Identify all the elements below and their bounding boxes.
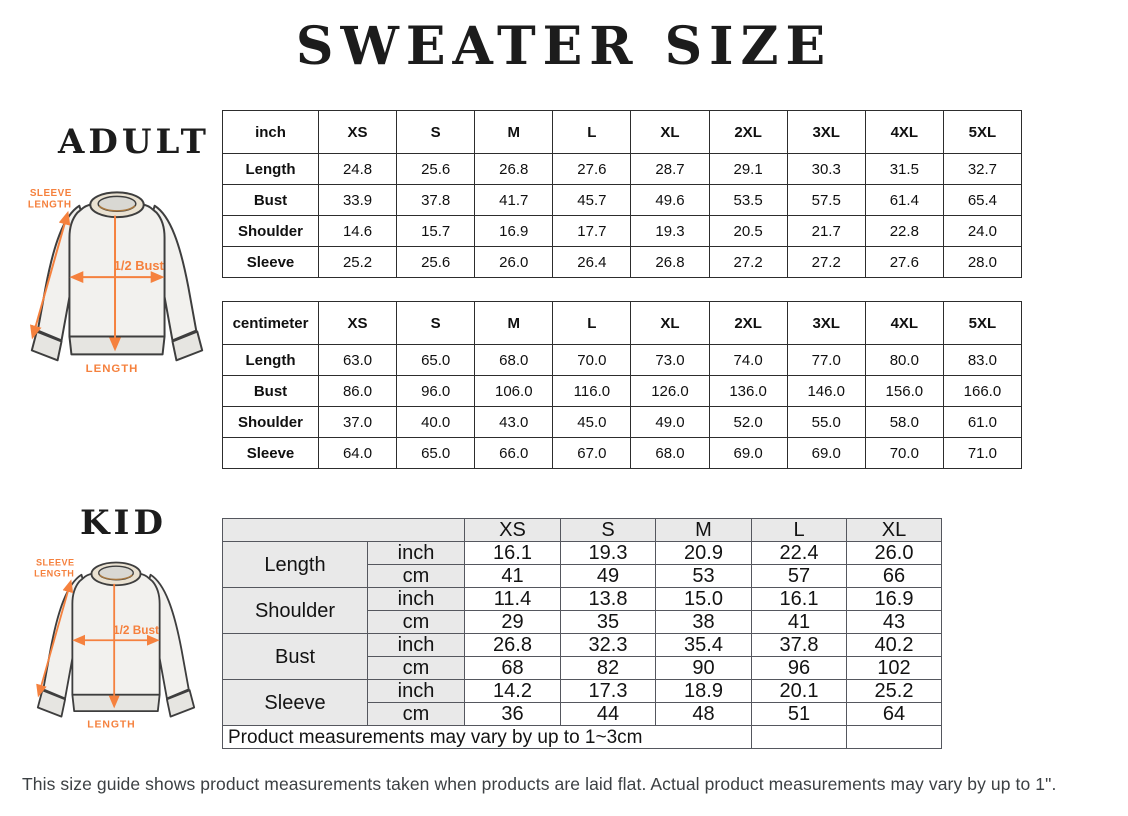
measurement-value-cell: 82 xyxy=(561,657,656,680)
sleeve-length-label-line2: LENGTH xyxy=(34,568,75,579)
half-bust-label: 1/2 Bust xyxy=(113,258,164,274)
measurement-value-cell: 96.0 xyxy=(397,376,475,407)
measurement-value-cell: 25.2 xyxy=(847,680,942,703)
measurement-value-cell: 71.0 xyxy=(943,438,1021,469)
size-header-cell: S xyxy=(397,302,475,345)
measurement-value-cell: 25.2 xyxy=(319,247,397,278)
size-header-cell: XL xyxy=(631,302,709,345)
measurement-value-cell: 18.9 xyxy=(656,680,752,703)
unit-cell-inch: inch xyxy=(368,588,465,611)
measurement-value-cell: 25.6 xyxy=(397,154,475,185)
measurement-value-cell: 13.8 xyxy=(561,588,656,611)
size-header-cell: XS xyxy=(319,302,397,345)
measurement-value-cell: 116.0 xyxy=(553,376,631,407)
measurement-value-cell: 14.6 xyxy=(319,216,397,247)
measurement-value-cell: 68.0 xyxy=(631,438,709,469)
header-row xyxy=(223,111,1022,154)
size-header-cell: S xyxy=(561,519,656,542)
adult-size-table-inch xyxy=(222,110,1022,278)
measurement-row xyxy=(223,216,1022,247)
size-header-cell: 3XL xyxy=(787,302,865,345)
measurement-value-cell: 52.0 xyxy=(709,407,787,438)
kid-measurement-row xyxy=(223,588,942,611)
measurement-value-cell: 31.5 xyxy=(865,154,943,185)
measurement-value-cell: 26.8 xyxy=(631,247,709,278)
measurement-value-cell: 69.0 xyxy=(787,438,865,469)
measurement-value-cell: 32.3 xyxy=(561,634,656,657)
measurement-value-cell: 21.7 xyxy=(787,216,865,247)
measurement-value-cell: 83.0 xyxy=(943,345,1021,376)
sweater-illustration xyxy=(8,180,226,390)
measurement-value-cell: 80.0 xyxy=(865,345,943,376)
measurement-value-cell: 20.1 xyxy=(752,680,847,703)
size-header-cell: L xyxy=(553,302,631,345)
measurement-row-label: Length xyxy=(223,345,319,376)
sleeve-length-label-line2: LENGTH xyxy=(27,199,72,211)
measurement-value-cell: 41 xyxy=(752,611,847,634)
size-header-cell: 4XL xyxy=(865,111,943,154)
measurement-value-cell: 49.0 xyxy=(631,407,709,438)
size-header-cell: L xyxy=(752,519,847,542)
measurement-value-cell: 146.0 xyxy=(787,376,865,407)
kid-size-table xyxy=(222,518,942,749)
measurement-value-cell: 102 xyxy=(847,657,942,680)
measurement-value-cell: 70.0 xyxy=(553,345,631,376)
measurement-row xyxy=(223,376,1022,407)
size-header-cell: XS xyxy=(465,519,561,542)
measurement-value-cell: 57 xyxy=(752,565,847,588)
size-header-cell: 2XL xyxy=(709,302,787,345)
measurement-value-cell: 64 xyxy=(847,703,942,726)
measurement-value-cell: 17.3 xyxy=(561,680,656,703)
measurement-value-cell: 61.4 xyxy=(865,185,943,216)
kid-measurement-row xyxy=(223,634,942,657)
measurement-value-cell: 74.0 xyxy=(709,345,787,376)
measurement-value-cell: 38 xyxy=(656,611,752,634)
measurement-value-cell: 61.0 xyxy=(943,407,1021,438)
blank-header-cell xyxy=(223,519,465,542)
measurement-value-cell: 55.0 xyxy=(787,407,865,438)
measurement-value-cell: 22.4 xyxy=(752,542,847,565)
measurement-value-cell: 36 xyxy=(465,703,561,726)
measurement-value-cell: 40.2 xyxy=(847,634,942,657)
measurement-value-cell: 27.6 xyxy=(553,154,631,185)
measurement-row xyxy=(223,247,1022,278)
measurement-value-cell: 19.3 xyxy=(561,542,656,565)
size-guide-disclaimer: This size guide shows product measurements taken when products are laid flat. Actual product measurements may vary by up to 1". xyxy=(22,774,1057,794)
unit-cell-cm: cm xyxy=(368,657,465,680)
measurement-value-cell: 64.0 xyxy=(319,438,397,469)
empty-cell xyxy=(847,726,942,749)
size-header-cell: M xyxy=(475,111,553,154)
sleeve-length-label-line1: SLEEVE xyxy=(36,557,75,568)
measurement-value-cell: 27.2 xyxy=(787,247,865,278)
measurement-value-cell: 26.0 xyxy=(475,247,553,278)
measurement-value-cell: 45.7 xyxy=(553,185,631,216)
measurement-value-cell: 90 xyxy=(656,657,752,680)
measurement-value-cell: 69.0 xyxy=(709,438,787,469)
measurement-row xyxy=(223,438,1022,469)
size-header-cell: XL xyxy=(847,519,942,542)
unit-cell-cm: cm xyxy=(368,565,465,588)
unit-cell-inch: inch xyxy=(368,542,465,565)
measurement-value-cell: 49 xyxy=(561,565,656,588)
measurement-row-label: Length xyxy=(223,154,319,185)
unit-cell-cm: cm xyxy=(368,611,465,634)
measurement-value-cell: 40.0 xyxy=(397,407,475,438)
measurement-value-cell: 16.9 xyxy=(475,216,553,247)
sleeve-length-label-line1: SLEEVE xyxy=(29,187,72,199)
measurement-value-cell: 136.0 xyxy=(709,376,787,407)
measurement-value-cell: 32.7 xyxy=(943,154,1021,185)
measurement-value-cell: 26.8 xyxy=(475,154,553,185)
measurement-value-cell: 24.0 xyxy=(943,216,1021,247)
measurement-value-cell: 156.0 xyxy=(865,376,943,407)
measurement-value-cell: 70.0 xyxy=(865,438,943,469)
size-header-cell: 5XL xyxy=(943,302,1021,345)
measurement-value-cell: 29 xyxy=(465,611,561,634)
measurement-value-cell: 43.0 xyxy=(475,407,553,438)
measurement-row-label: Bust xyxy=(223,376,319,407)
measurement-value-cell: 66 xyxy=(847,565,942,588)
kid-sweater-diagram xyxy=(16,551,216,744)
sweater-illustration xyxy=(16,551,216,744)
measurement-value-cell: 17.7 xyxy=(553,216,631,247)
measurement-value-cell: 16.1 xyxy=(752,588,847,611)
measurement-value-cell: 27.2 xyxy=(709,247,787,278)
size-header-cell: M xyxy=(656,519,752,542)
measurement-value-cell: 25.6 xyxy=(397,247,475,278)
measurement-value-cell: 15.0 xyxy=(656,588,752,611)
measurement-row xyxy=(223,345,1022,376)
measurement-value-cell: 37.8 xyxy=(752,634,847,657)
unit-header-cell: inch xyxy=(223,111,319,154)
measurement-value-cell: 53.5 xyxy=(709,185,787,216)
measurement-value-cell: 68 xyxy=(465,657,561,680)
size-header-cell: 4XL xyxy=(865,302,943,345)
measurement-value-cell: 126.0 xyxy=(631,376,709,407)
unit-cell-inch: inch xyxy=(368,634,465,657)
measurement-value-cell: 63.0 xyxy=(319,345,397,376)
measurement-value-cell: 49.6 xyxy=(631,185,709,216)
measurement-row-label: Length xyxy=(223,542,368,588)
measurement-value-cell: 65.0 xyxy=(397,345,475,376)
measurement-value-cell: 57.5 xyxy=(787,185,865,216)
measurement-value-cell: 26.0 xyxy=(847,542,942,565)
measurement-value-cell: 20.9 xyxy=(656,542,752,565)
measurement-value-cell: 35 xyxy=(561,611,656,634)
measurement-value-cell: 86.0 xyxy=(319,376,397,407)
measurement-row-label: Bust xyxy=(223,634,368,680)
measurement-value-cell: 30.3 xyxy=(787,154,865,185)
measurement-value-cell: 37.8 xyxy=(397,185,475,216)
unit-cell-cm: cm xyxy=(368,703,465,726)
measurement-value-cell: 166.0 xyxy=(943,376,1021,407)
measurement-value-cell: 68.0 xyxy=(475,345,553,376)
measurement-value-cell: 15.7 xyxy=(397,216,475,247)
measurement-row xyxy=(223,154,1022,185)
measurement-value-cell: 65.4 xyxy=(943,185,1021,216)
measurement-value-cell: 43 xyxy=(847,611,942,634)
size-header-cell: XS xyxy=(319,111,397,154)
measurement-row-label: Sleeve xyxy=(223,680,368,726)
measurement-value-cell: 106.0 xyxy=(475,376,553,407)
measurement-value-cell: 66.0 xyxy=(475,438,553,469)
measurement-value-cell: 41.7 xyxy=(475,185,553,216)
adult-section-label: ADULT xyxy=(58,122,210,162)
measurement-value-cell: 96 xyxy=(752,657,847,680)
measurement-value-cell: 41 xyxy=(465,565,561,588)
empty-cell xyxy=(752,726,847,749)
measurement-value-cell: 51 xyxy=(752,703,847,726)
size-header-cell: 2XL xyxy=(709,111,787,154)
measurement-row-label: Shoulder xyxy=(223,588,368,634)
measurement-value-cell: 22.8 xyxy=(865,216,943,247)
kid-measurement-row xyxy=(223,542,942,565)
size-header-cell: XL xyxy=(631,111,709,154)
measurement-value-cell: 28.7 xyxy=(631,154,709,185)
size-header-cell: 3XL xyxy=(787,111,865,154)
measurement-value-cell: 19.3 xyxy=(631,216,709,247)
measurement-row xyxy=(223,185,1022,216)
measurement-value-cell: 27.6 xyxy=(865,247,943,278)
size-header-cell: 5XL xyxy=(943,111,1021,154)
measurement-value-cell: 45.0 xyxy=(553,407,631,438)
note-cell: Product measurements may vary by up to 1~3cm xyxy=(223,726,752,749)
adult-sweater-diagram xyxy=(8,180,226,390)
measurement-value-cell: 16.9 xyxy=(847,588,942,611)
kid-note-row xyxy=(223,726,942,749)
unit-cell-inch: inch xyxy=(368,680,465,703)
measurement-value-cell: 35.4 xyxy=(656,634,752,657)
length-label: LENGTH xyxy=(87,719,136,731)
size-header-cell: S xyxy=(397,111,475,154)
measurement-row-label: Bust xyxy=(223,185,319,216)
measurement-value-cell: 11.4 xyxy=(465,588,561,611)
measurement-value-cell: 26.4 xyxy=(553,247,631,278)
measurement-value-cell: 26.8 xyxy=(465,634,561,657)
measurement-value-cell: 24.8 xyxy=(319,154,397,185)
measurement-value-cell: 33.9 xyxy=(319,185,397,216)
size-header-cell: L xyxy=(553,111,631,154)
half-bust-label: 1/2 Bust xyxy=(113,622,159,637)
page-title: SWEATER SIZE xyxy=(295,16,833,77)
measurement-value-cell: 67.0 xyxy=(553,438,631,469)
unit-header-cell: centimeter xyxy=(223,302,319,345)
measurement-row-label: Sleeve xyxy=(223,247,319,278)
measurement-row-label: Sleeve xyxy=(223,438,319,469)
measurement-row-label: Shoulder xyxy=(223,216,319,247)
hem-band xyxy=(69,337,164,355)
adult-size-table-cm xyxy=(222,301,1022,469)
measurement-row-label: Shoulder xyxy=(223,407,319,438)
hem-band xyxy=(72,695,159,711)
measurement-value-cell: 65.0 xyxy=(397,438,475,469)
measurement-value-cell: 73.0 xyxy=(631,345,709,376)
measurement-value-cell: 28.0 xyxy=(943,247,1021,278)
kid-header-row xyxy=(223,519,942,542)
size-header-cell: M xyxy=(475,302,553,345)
measurement-value-cell: 58.0 xyxy=(865,407,943,438)
measurement-value-cell: 53 xyxy=(656,565,752,588)
kid-measurement-row xyxy=(223,680,942,703)
measurement-value-cell: 37.0 xyxy=(319,407,397,438)
measurement-row xyxy=(223,407,1022,438)
measurement-value-cell: 48 xyxy=(656,703,752,726)
measurement-value-cell: 20.5 xyxy=(709,216,787,247)
kid-section-label: KID xyxy=(80,503,167,543)
measurement-value-cell: 14.2 xyxy=(465,680,561,703)
measurement-value-cell: 29.1 xyxy=(709,154,787,185)
length-label: LENGTH xyxy=(85,363,139,376)
measurement-value-cell: 44 xyxy=(561,703,656,726)
measurement-value-cell: 77.0 xyxy=(787,345,865,376)
header-row xyxy=(223,302,1022,345)
measurement-value-cell: 16.1 xyxy=(465,542,561,565)
